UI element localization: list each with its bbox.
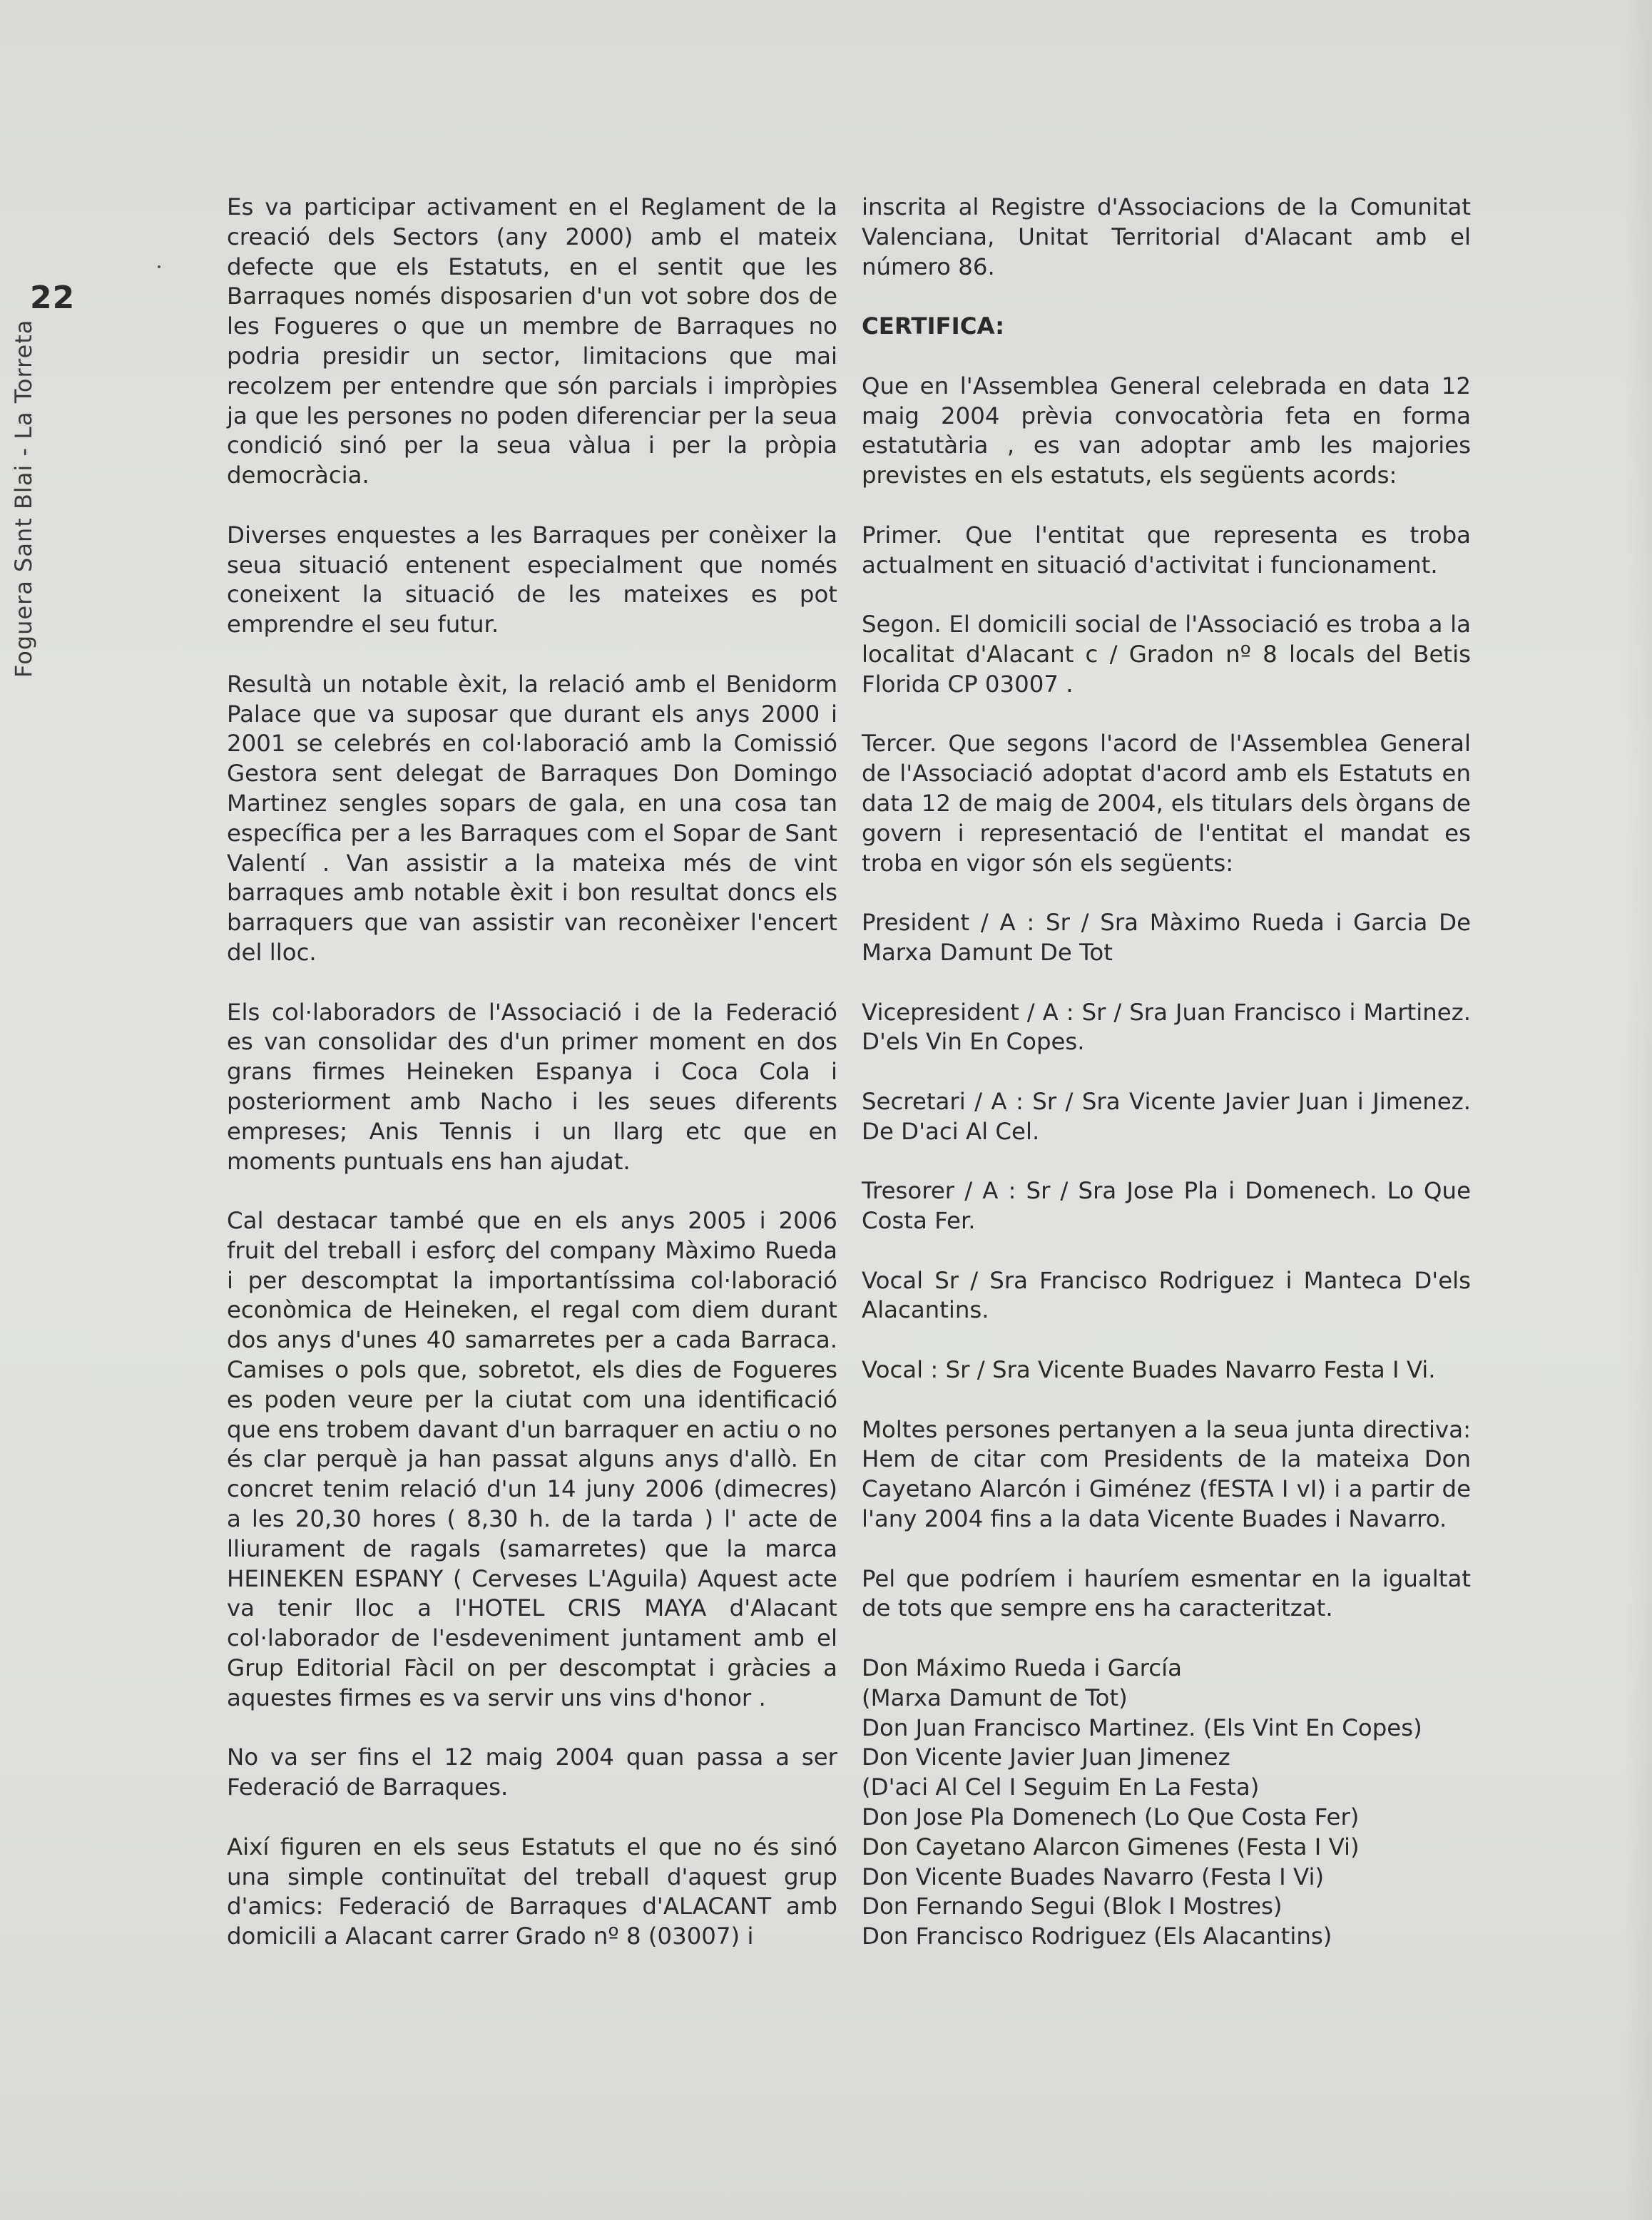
paragraph-registry: inscrita al Registre d'Associacions de la Comunitat Valenciana, Unitat Territorial d'Alacant amb el número 86. xyxy=(862,193,1471,280)
names-list xyxy=(862,1654,1471,1952)
paragraph-sectors: Es va participar activament en el Reglament de la creació dels Sectors (any 2000) amb el mateix defecte que els Estatuts, en el sentit que les Barraques només disposarien d'un vot sobre dos de les Fogueres o que un membre de Barraques no podria presidir un sector, limitacions que mai recolzem per entendre que són parcials i impròpies ja que les persones no poden diferenciar per la seua condició sinó per la seua vàlua i per la pròpia democràcia. xyxy=(227,193,837,489)
paragraph-statutes: Així figuren en els seus Estatuts el que no és sinó una simple continuïtat del treball d'aquest grup d'amics: Federació de Barraques d'ALACANT amb domicili a Alacant carrer Grado nº 8 (03007) i xyxy=(227,1833,837,1950)
print-speck xyxy=(158,265,160,268)
list-item: Don Jose Pla Domenech (Lo Que Costa Fer) xyxy=(862,1803,1360,1831)
paragraph-segon: Segon. El domicili social de l'Associació es troba a la localitat d'Alacant c / Gradon nº 8 locals del Betis Florida CP 03007 . xyxy=(862,611,1471,698)
officer-vocal-2: Vocal : Sr / Sra Vicente Buades Navarro Festa I Vi. xyxy=(862,1356,1436,1384)
paragraph-assembly: Que en l'Assemblea General celebrada en data 12 maig 2004 prèvia convocatòria feta en forma estatutària , es van adoptar amb les majories previstes en els estatuts, els següents acords: xyxy=(862,372,1471,489)
officer-vicepresident: Vicepresident / A : Sr / Sra Juan Francisco i Martinez. D'els Vin En Copes. xyxy=(862,998,1471,1056)
page-edge-shadow xyxy=(1623,0,1652,2220)
right-column xyxy=(862,193,1471,1952)
list-item: Don Vicente Buades Navarro (Festa I Vi) xyxy=(862,1863,1325,1890)
paragraph-tercer: Tercer. Que segons l'acord de l'Assemblea General de l'Associació adoptat d'acord amb els Estatuts en data 12 de maig de 2004, els titulars dels òrgans de govern i representació de l'entitat el mandat es troba en vigor són els següents: xyxy=(862,730,1471,877)
running-title: Foguera Sant Blai - La Torreta xyxy=(10,319,37,678)
left-column xyxy=(227,193,837,1952)
officer-tresorer: Tresorer / A : Sr / Sra Jose Pla i Domenech. Lo Que Costa Fer. xyxy=(862,1177,1471,1235)
certifica-heading: CERTIFICA: xyxy=(862,312,1005,340)
page-number: 22 xyxy=(30,280,76,316)
list-item: Don Vicente Javier Juan Jimenez xyxy=(862,1743,1230,1771)
list-item: Don Cayetano Alarcon Gimenes (Festa I Vi) xyxy=(862,1833,1360,1860)
paragraph-benidorm-palace: Resultà un notable èxit, la relació amb el Benidorm Palace que va suposar que durant els anys 2000 i 2001 se celebrés en col·laboració amb la Comissió Gestora sent delegat de Barraques Don Domingo Martinez sengles sopars de gala, en una cosa tan específica per a les Barraques com el Sopar de Sant Valentí . Van assistir a la mateixa més de vint barraques amb notable èxit i bon resultat doncs els barraquers que van assistir van reconèixer l'encert del lloc. xyxy=(227,670,837,966)
list-item: Don Fernando Segui (Blok I Mostres) xyxy=(862,1893,1283,1920)
paragraph-collaborators: Els col·laboradors de l'Associació i de la Federació es van consolidar des d'un primer moment en dos grans firmes Heineken Espanya i Coca Cola i posteriorment amb Nacho i les seues diferents empreses; Anis Tennis i un llarg etc que en moments puntuals ens han ajudat. xyxy=(227,998,837,1175)
officer-vocal-1: Vocal Sr / Sra Francisco Rodriguez i Manteca D'els Alacantins. xyxy=(862,1266,1471,1324)
list-item: (Marxa Damunt de Tot) xyxy=(862,1684,1128,1711)
paragraph-heineken: Cal destacar també que en els anys 2005 i 2006 fruit del treball i esforç del company Màximo Rueda i per descomptat la importantíssima col·laboració econòmica de Heineken, el regal com diem durant dos anys d'unes 40 samarretes per a cada Barraca. Camises o pols que, sobretot, els dies de Fogueres es poden veure per la ciutat com una identificació que ens trobem davant d'un barraquer en actiu o no és clar perquè ja han passat alguns anys d'allò. En concret tenim relació d'un 14 juny 2006 (dimecres) a les 20,30 hores ( 8,30 h. de la tarda ) l' acte de lliurament de ragals (samarretes) que la marca HEINEKEN ESPANY ( Cerveses L'Aguila) Aquest acte va tenir lloc a l'HOTEL CRIS MAYA d'Alacant col·laborador de l'esdeveniment juntament amb el Grup Editorial Fàcil on per descomptat i gràcies a aquestes firmes es va servir uns vins d'honor . xyxy=(227,1207,837,1711)
list-item: Don Francisco Rodriguez (Els Alacantins) xyxy=(862,1923,1332,1950)
paragraph-primer: Primer. Que l'entitat que representa es troba actualment en situació d'activitat i funcionament. xyxy=(862,521,1471,579)
paragraph-equality: Pel que podríem i hauríem esmentar en la igualtat de tots que sempre ens ha caracteritzat. xyxy=(862,1564,1471,1622)
paragraph-surveys: Diverses enquestes a les Barraques per conèixer la seua situació entenent especialment que només coneixent la situació de les mateixes es pot emprendre el seu futur. xyxy=(227,521,837,638)
list-item: (D'aci Al Cel I Seguim En La Festa) xyxy=(862,1773,1260,1801)
paragraph-presidents: Moltes persones pertanyen a la seua junta directiva: Hem de citar com Presidents de la mateixa Don Cayetano Alarcón i Giménez (fESTA I vI) i a partir de l'any 2004 fins a la data Vicente Buades i Navarro. xyxy=(862,1415,1471,1533)
list-item: Don Máximo Rueda i García xyxy=(862,1654,1182,1682)
paragraph-federation-date: No va ser fins el 12 maig 2004 quan passa a ser Federació de Barraques. xyxy=(227,1743,837,1801)
officer-president: President / A : Sr / Sra Màximo Rueda i Garcia De Marxa Damunt De Tot xyxy=(862,909,1471,966)
list-item: Don Juan Francisco Martinez. (Els Vint En Copes) xyxy=(862,1714,1422,1741)
officer-secretari: Secretari / A : Sr / Sra Vicente Javier Juan i Jimenez. De D'aci Al Cel. xyxy=(862,1087,1471,1145)
